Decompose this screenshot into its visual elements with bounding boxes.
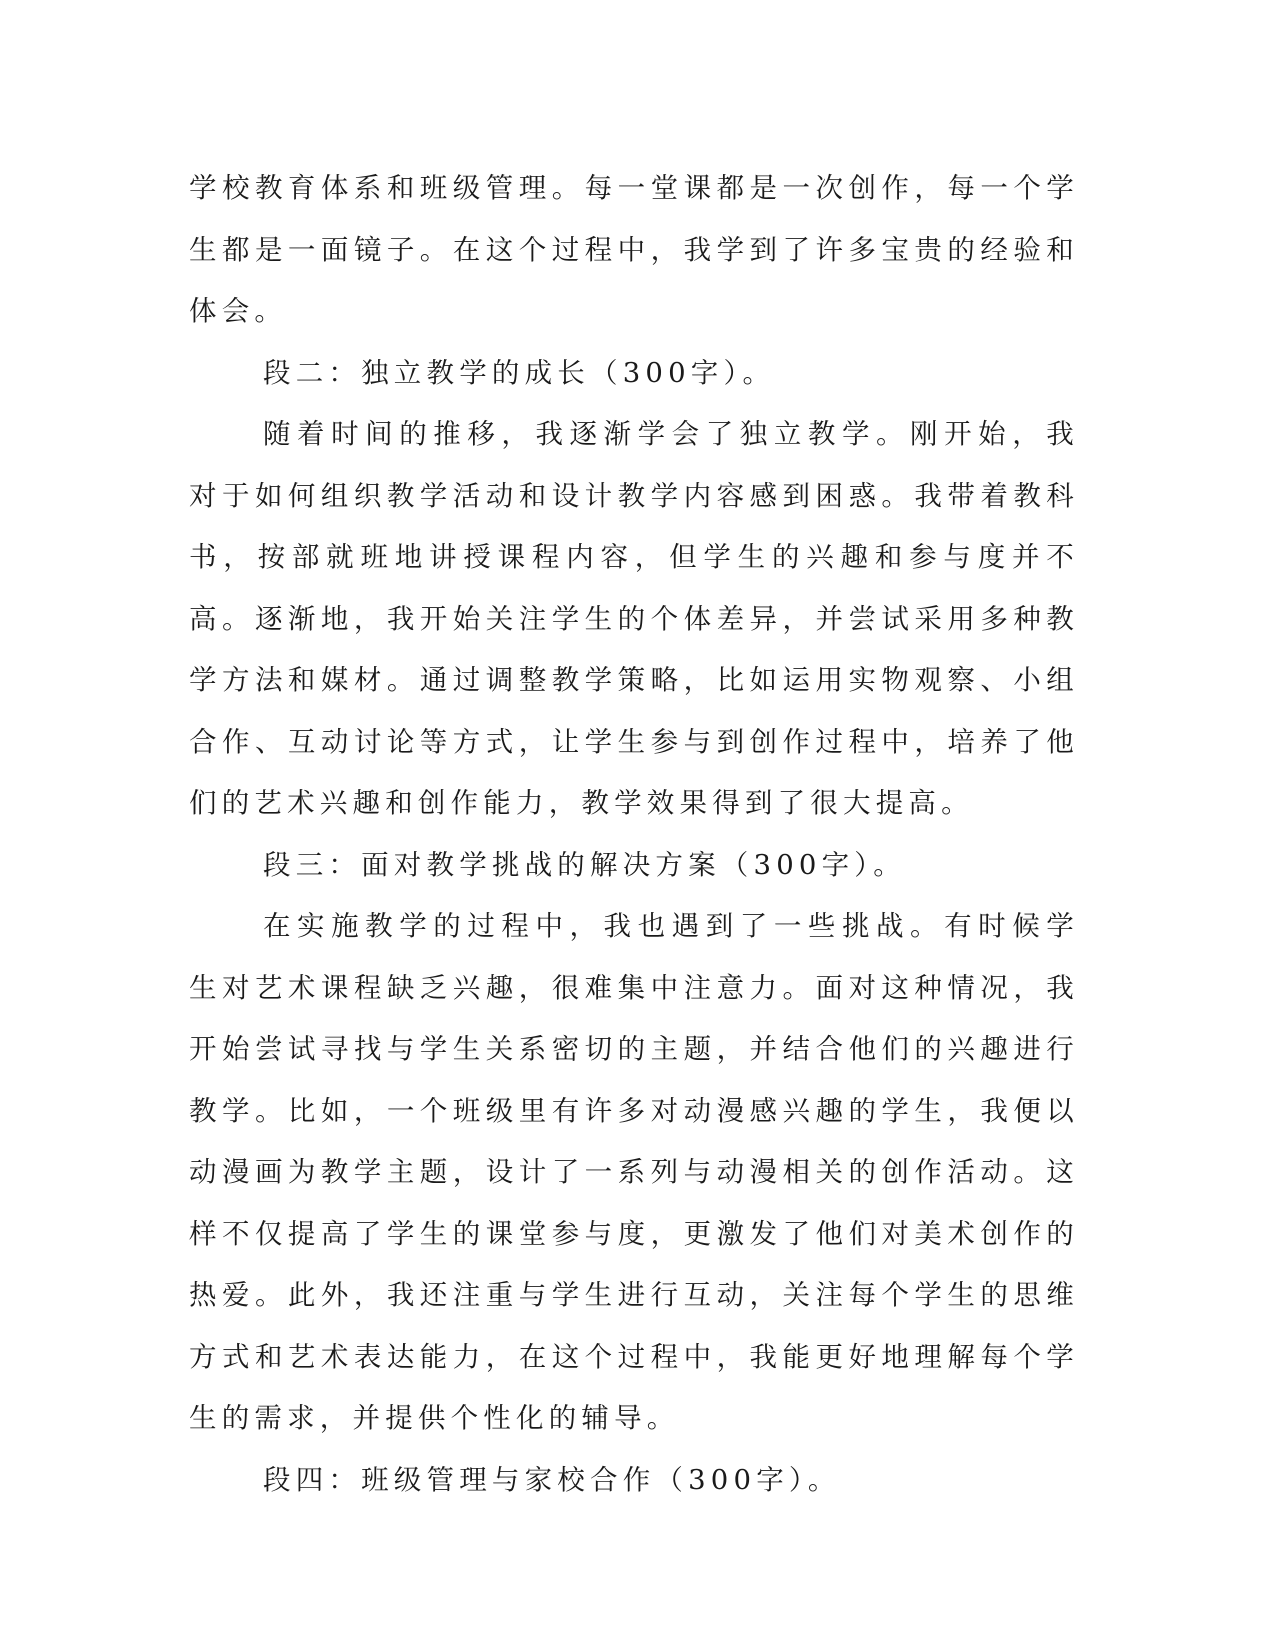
section-heading-4: 段四：班级管理与家校合作（300字）。 [263,1463,841,1496]
section-heading-2: 段二：独立教学的成长（300字）。 [263,356,776,389]
paragraph-independent-teaching: 随着时间的推移，我逐渐学会了独立教学。刚开始，我对于如何组织教学活动和设计教学内容感到困惑。我带着教科书，按部就班地讲授课程内容，但学生的兴趣和参与度并不高。逐渐地，我开始关注学生的个体差异，并尝试采用多种教学方法和媒材。通过调整教学策略，比如运用实物观察、小组合作、互动讨论等方式，让学生参与到创作过程中，培养了他们的艺术兴趣和创作能力，教学效果得到了很大提高。 [189,418,1079,819]
paragraph-continuation: 学校教育体系和班级管理。每一堂课都是一次创作，每一个学生都是一面镜子。在这个过程中，我学到了许多宝贵的经验和体会。 [189,172,1079,327]
paragraph-teaching-challenges: 在实施教学的过程中，我也遇到了一些挑战。有时候学生对艺术课程缺乏兴趣，很难集中注意力。面对这种情况，我开始尝试寻找与学生关系密切的主题，并结合他们的兴趣进行教学。比如，一个班级里有许多对动漫感兴趣的学生，我便以动漫画为教学主题，设计了一系列与动漫相关的创作活动。这样不仅提高了学生的课堂参与度，更激发了他们对美术创作的热爱。此外，我还注重与学生进行互动，关注每个学生的思维方式和艺术表达能力，在这个过程中，我能更好地理解每个学生的需求，并提供个性化的辅导。 [189,910,1079,1434]
document-body [189,158,1079,1511]
section-heading-3: 段三：面对教学挑战的解决方案（300字）。 [263,848,906,881]
